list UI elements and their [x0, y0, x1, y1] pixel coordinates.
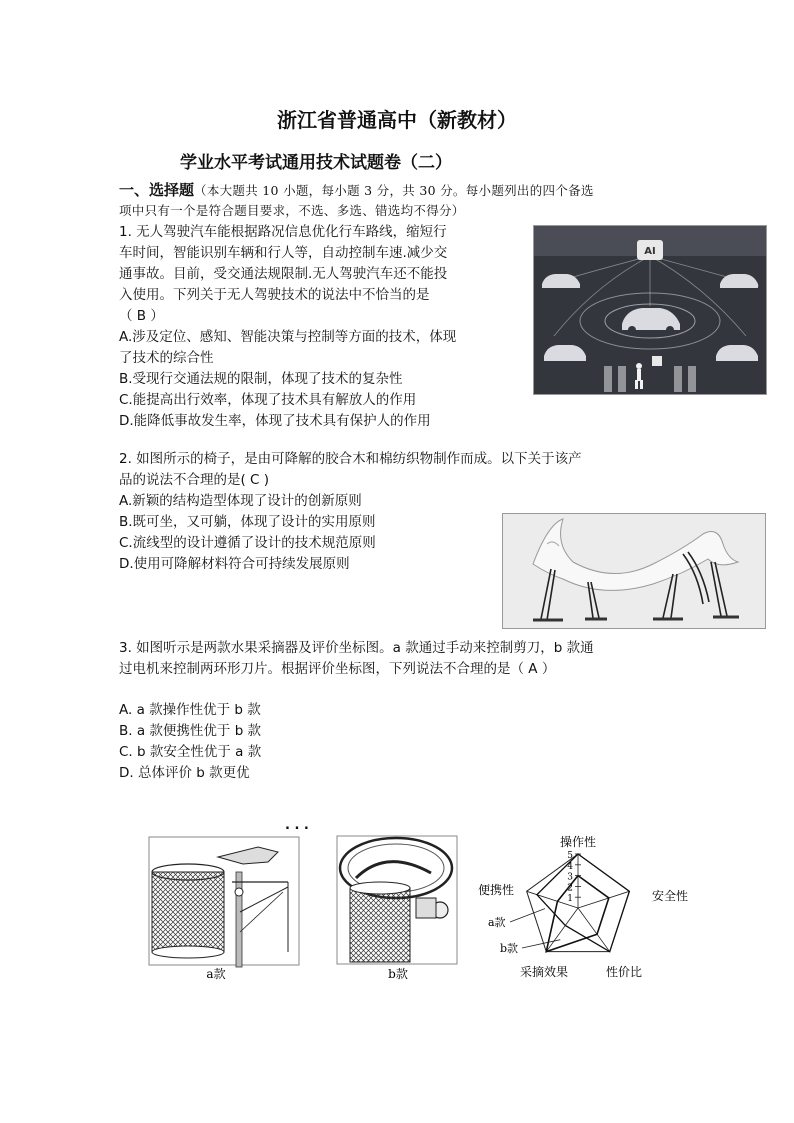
ai-chip-label: AI: [644, 246, 656, 257]
picker-a-figure: [148, 832, 300, 982]
picker-a-illustration: [148, 832, 300, 982]
q1-line: 车时间，智能识别车辆和行人等，自动控制车速.减少交: [119, 245, 448, 261]
section-heading: [119, 180, 679, 221]
radar-tick-label: 1: [567, 894, 573, 905]
radar-axis-label: 操作性: [559, 835, 597, 849]
q1-option-a: A.涉及定位、感知、智能决策与控制等方面的技术，体现: [119, 329, 457, 345]
q3-option-c: C. b 款安全性优于 a 款: [119, 744, 262, 760]
q3-line: 3. 如图听示是两款水果采摘器及评价坐标图。a 款通过手动来控制剪刀，b 款通: [119, 640, 594, 656]
radar-axis-label: 性价比: [605, 965, 643, 979]
q3-option-b: B. a 款便携性优于 b 款: [119, 723, 262, 739]
radar-chart-svg: [474, 830, 689, 982]
q3-answer-line: 过电机来控制两环形刀片。根据评价坐标图，下列说法不合理的是（ A ）: [119, 661, 556, 677]
q3-option-a: A. a 款操作性优于 b 款: [119, 702, 261, 718]
radar-tick-label: 3: [567, 872, 573, 883]
question-3-options: [119, 700, 519, 784]
radar-tick-label: 4: [567, 861, 573, 872]
section-note-line2: 项中只有一个是符合题目要求，不选、多选、错选均不得分）: [119, 203, 465, 218]
q1-line: 1. 无人驾驶汽车能根据路况信息优化行车路线，缩短行: [119, 224, 447, 240]
picker-b-illustration: [336, 828, 458, 982]
section-note-line1: （本大题共 10 小题，每小题 3 分，共 30 分。每小题列出的四个备选: [194, 183, 594, 198]
question-1: [119, 222, 524, 432]
radar-axis-label: 采摘效果: [519, 965, 569, 979]
radar-axis-label: 安全性: [652, 889, 689, 903]
q2-option-b: B.既可坐，又可躺，体现了设计的实用原则: [119, 514, 376, 530]
radar-legend-a-leader: [510, 909, 545, 922]
q1-answer: （ B ）: [119, 308, 164, 324]
q1-option-a-cont: 了技术的综合性: [119, 350, 214, 366]
q1-line: 入使用。下列关于无人驾驶技术的说法中不恰当的是: [119, 287, 430, 303]
q1-option-d: D.能降低事故发生率，体现了技术具有保护人的作用: [119, 413, 431, 429]
radar-legend-a: a款: [488, 916, 506, 929]
radar-legend-b-leader: [522, 940, 560, 948]
radar-series-b: [546, 876, 609, 952]
radar-series-a: [537, 854, 629, 952]
autonomous-car-image: [533, 225, 767, 395]
question-3: [119, 638, 689, 680]
q1-line: 通事故。目前，受交通法规限制.无人驾驶汽车还不能投: [119, 266, 448, 282]
q2-answer-line: 品的说法不合理的是( C ): [119, 472, 270, 488]
q3-option-d: D. 总体评价 b 款更优: [119, 765, 250, 781]
q1-option-b: B.受现行交通法规的限制，体现了技术的复杂性: [119, 371, 403, 387]
q2-option-d: D.使用可降解材料符合可持续发展原则: [119, 556, 350, 572]
section-title: 一、选择题: [119, 181, 195, 199]
picker-a-label: a款: [206, 967, 226, 981]
q2-option-a: A.新颖的结构造型体现了设计的创新原则: [119, 493, 362, 509]
picker-b-figure: [336, 828, 458, 982]
radar-axis-line: [578, 908, 610, 952]
q2-option-c: C.流线型的设计遵循了设计的技术规范原则: [119, 535, 376, 551]
radar-chart: [474, 830, 689, 982]
chair-image: [502, 513, 766, 629]
picker-b-label: b款: [388, 967, 408, 981]
autonomous-car-illustration: [534, 226, 766, 394]
radar-legend-b: b款: [500, 942, 519, 955]
figure-dots: . . .: [285, 818, 309, 833]
q1-option-c: C.能提高出行效率，体现了技术具有解放人的作用: [119, 392, 417, 408]
page-subtitle: 学业水平考试通用技术试题卷（二）: [180, 153, 452, 173]
radar-axis-label: 便携性: [478, 883, 515, 897]
radar-tick-label: 2: [567, 883, 573, 894]
page-title: 浙江省普通高中（新教材）: [277, 108, 517, 132]
radar-tick-label: 5: [567, 851, 573, 861]
q2-line: 2. 如图所示的椅子，是由可降解的胶合木和棉纺织物制作而成。以下关于该产: [119, 451, 582, 467]
chair-illustration: [503, 514, 765, 628]
